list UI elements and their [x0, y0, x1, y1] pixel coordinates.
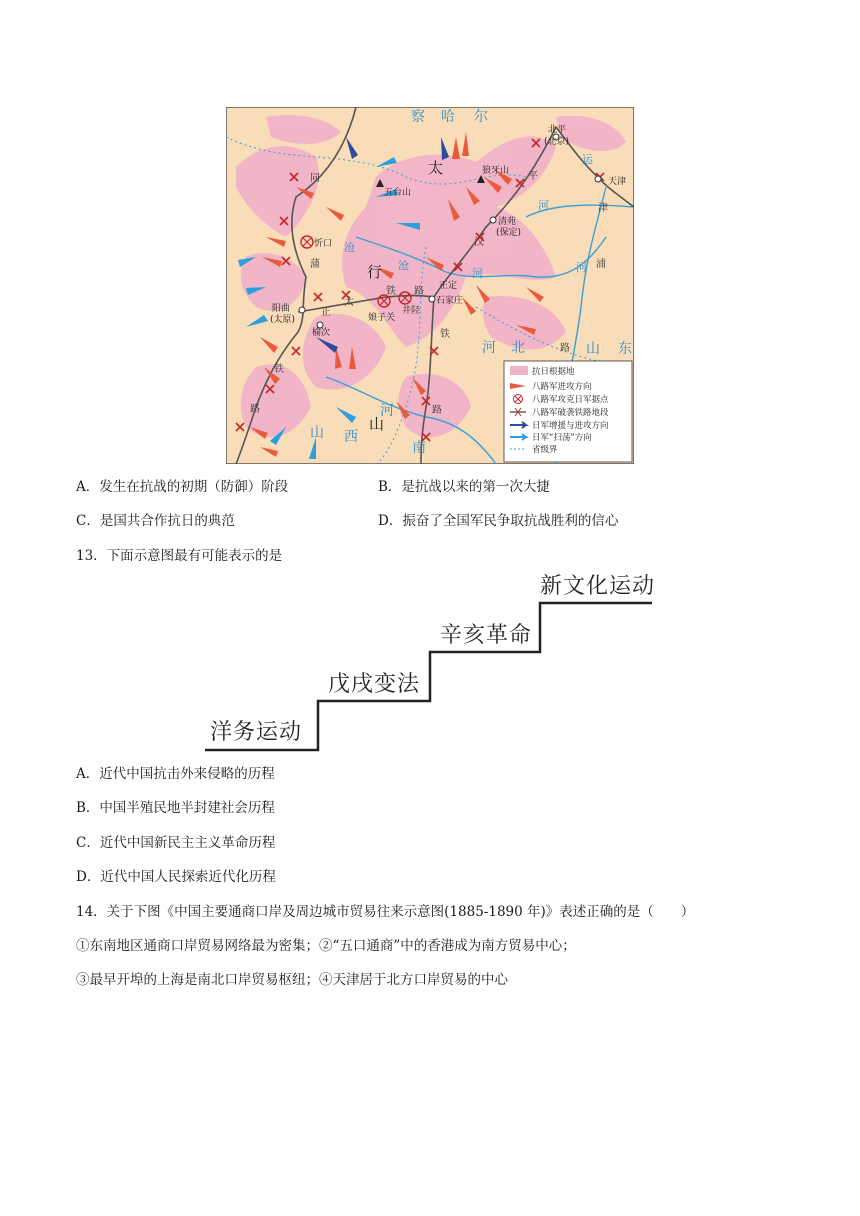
river-label: 运	[582, 153, 593, 166]
region-shanxi-1: 山	[310, 425, 324, 441]
city-xinkou: 忻口	[314, 239, 333, 249]
river-label: 沧	[344, 241, 355, 254]
legend-label: 八路军进攻方向	[532, 382, 592, 392]
region-shandong-1: 山	[586, 341, 600, 357]
step-yangwu: 洋务运动	[210, 720, 303, 745]
region-henan-2: 南	[412, 440, 426, 456]
city-shijiazhuang: 石家庄	[436, 296, 464, 306]
region-shanxi-2: 西	[344, 429, 358, 445]
city-qingyuan-sub: (保定)	[496, 228, 522, 238]
q12-option-a: A．发生在抗战的初期（防御）阶段	[76, 479, 289, 495]
q14-statement-3-4: ③最早开埠的上海是南北口岸贸易枢纽；④天津居于北方口岸贸易的中心	[76, 972, 508, 988]
region-taihang-3: 山	[369, 415, 385, 433]
map-legend	[504, 361, 632, 462]
city-yangqu: 阳曲	[272, 304, 291, 314]
city-beiping-sub: (北京)	[544, 137, 570, 147]
rail-label: 浦	[596, 259, 606, 270]
rail-label: 路	[250, 404, 260, 415]
region-taihang-1: 太	[428, 159, 444, 177]
city-langyashan: 狼牙山	[482, 166, 510, 176]
rail-label: 路	[414, 286, 424, 297]
q12-option-c: C．是国共合作抗日的典范	[76, 513, 235, 529]
rail-label: 铁	[440, 329, 450, 340]
city-yangqu-sub: (太原)	[270, 315, 296, 325]
legend-label: 八路军破袭铁路地段	[532, 408, 609, 418]
rail-label: 路	[560, 343, 570, 354]
region-hebei-1: 河	[482, 340, 496, 356]
rail-label: 路	[432, 405, 442, 416]
city-beiping: 北平	[548, 125, 567, 135]
rail-label: 太	[344, 297, 354, 308]
step-xinhai: 辛亥革命	[440, 623, 533, 648]
city-qingyuan: 清苑	[498, 217, 517, 227]
city-niangziguan: 娘子关	[368, 313, 396, 323]
rail-label: 津	[598, 203, 608, 214]
q14-stem: 14．关于下图《中国主要通商口岸及周边城市贸易往来示意图(1885-1890 年)》表述正确的是（ ）	[76, 904, 695, 920]
rail-label: 正	[321, 307, 331, 318]
rail-label: 平	[528, 171, 538, 182]
q13-option-b: B．中国半殖民地半封建社会历程	[76, 800, 275, 816]
rail-label: 铁	[274, 364, 284, 375]
q13-option-a: A．近代中国抗击外来侵略的历程	[76, 766, 275, 782]
city-wutaishan: 五台山	[384, 188, 412, 198]
region-chahaer-1: 察	[411, 109, 425, 125]
q12-option-b: B．是抗战以来的第一次大捷	[378, 479, 550, 495]
q13-option-d: D．近代中国人民探索近代化历程	[76, 869, 276, 885]
region-chahaer-2: 哈	[441, 109, 455, 125]
region-taihang-2: 行	[367, 263, 383, 281]
rail-label: 同	[310, 173, 320, 184]
river-label: 河	[472, 267, 483, 280]
river-label: 沧	[398, 259, 409, 272]
step-wuxu: 戊戌变法	[328, 672, 421, 697]
q12-option-d: D．振奋了全国军民争取抗战胜利的信心	[378, 513, 619, 529]
legend-label: 抗日根据地	[532, 367, 575, 377]
region-henan-1: 河	[380, 403, 394, 419]
step-xinwenhua: 新文化运动	[540, 574, 656, 599]
river-label: 河	[576, 261, 587, 274]
region-chahaer-3: 尔	[474, 109, 488, 125]
legend-label: 省级界	[532, 445, 558, 455]
city-yuci: 榆次	[312, 328, 331, 338]
legend-label: 日军“扫荡”方向	[532, 433, 592, 443]
history-staircase	[200, 565, 660, 760]
region-shandong-2: 东	[618, 341, 632, 357]
city-jingxing: 井陉	[402, 306, 421, 316]
rail-label: 蒲	[310, 259, 320, 270]
river-label: 河	[538, 199, 549, 212]
hundred-regiments-map	[226, 107, 634, 464]
q13-stem: 13．下面示意图最有可能表示的是	[76, 548, 283, 564]
city-zhengding: 正定	[439, 281, 458, 291]
legend-label: 八路军攻克日军据点	[532, 395, 609, 405]
q13-option-c: C．近代中国新民主主义革命历程	[76, 835, 276, 851]
region-hebei-2: 北	[511, 340, 525, 356]
city-tianjin: 天津	[608, 177, 627, 187]
rail-label: 汉	[474, 237, 484, 248]
q14-statement-1-2: ①东南地区通商口岸贸易网络最为密集；②“五口通商”中的香港成为南方贸易中心；	[76, 938, 576, 954]
rail-label: 铁	[386, 286, 396, 297]
legend-label: 日军增援与进攻方向	[532, 421, 609, 431]
